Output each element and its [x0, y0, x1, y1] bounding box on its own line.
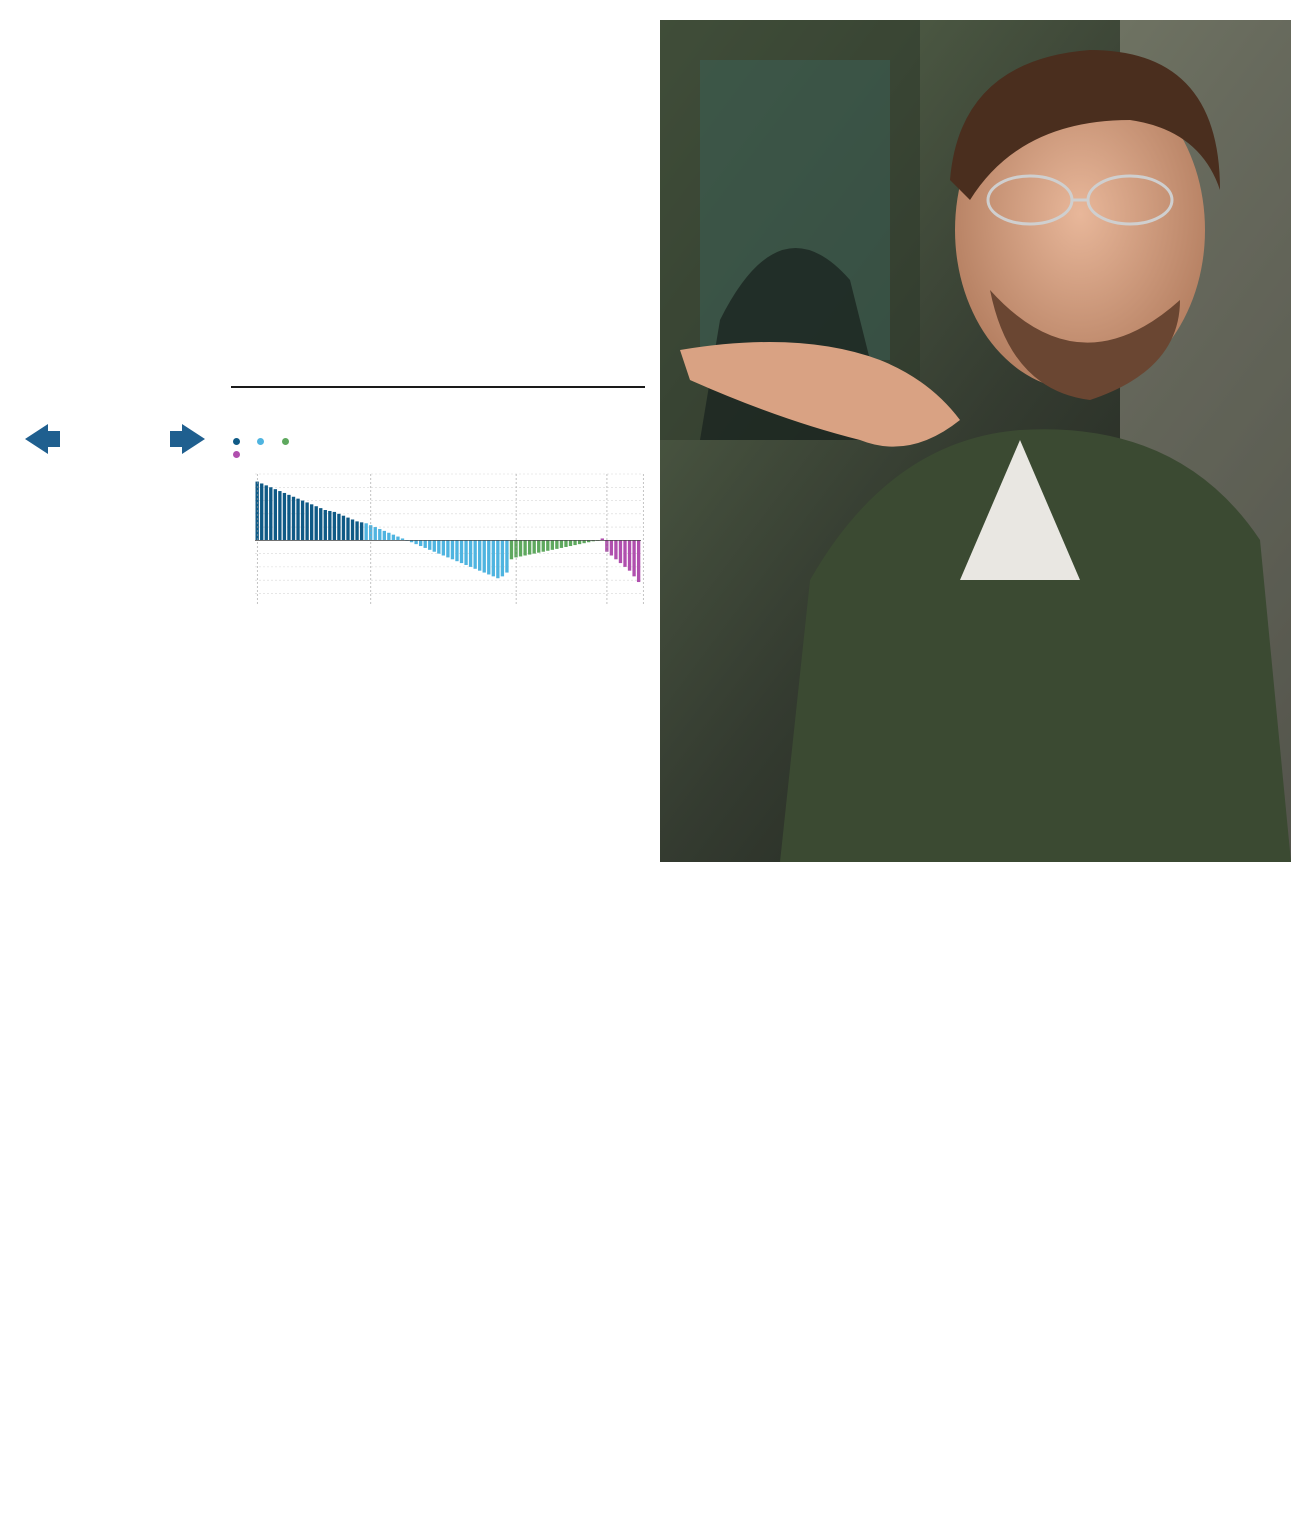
bar: [260, 483, 263, 540]
bar: [414, 540, 417, 544]
bar: [614, 540, 617, 559]
bar: [387, 533, 390, 541]
bar: [523, 540, 526, 555]
bar: [292, 497, 295, 541]
bar: [364, 523, 367, 540]
series-logo: [20, 394, 210, 456]
bar: [483, 540, 486, 572]
bar: [619, 540, 622, 563]
bar: [274, 489, 277, 540]
bar: [632, 540, 635, 576]
bar: [419, 540, 422, 546]
chart-plot: [231, 466, 645, 638]
bar: [392, 535, 395, 541]
bar: [551, 540, 554, 549]
bar: [305, 502, 308, 540]
bar: [546, 540, 549, 550]
bar: [555, 540, 558, 549]
chart: [231, 386, 645, 652]
double-arrow-icon: [20, 422, 210, 456]
bar: [269, 487, 272, 540]
bar: [528, 540, 531, 554]
bar: [301, 501, 304, 541]
bar: [578, 540, 581, 544]
bar: [455, 540, 458, 561]
bar: [446, 540, 449, 557]
bar: [623, 540, 626, 567]
bar: [437, 540, 440, 553]
legend-item: [233, 449, 243, 459]
bar: [296, 499, 299, 541]
bar: [460, 540, 463, 563]
bar: [315, 506, 318, 540]
chart-legend: [233, 435, 645, 461]
bar: [533, 540, 536, 553]
bar: [374, 527, 377, 540]
legend-item: [257, 436, 267, 446]
bar: [451, 540, 454, 559]
bar: [510, 540, 513, 559]
bar: [442, 540, 445, 555]
byline: [16, 470, 216, 472]
bar: [396, 537, 399, 541]
bar: [537, 540, 540, 552]
chart-rule: [231, 386, 645, 388]
bar: [610, 540, 613, 555]
photo: [660, 20, 1291, 862]
bar: [519, 540, 522, 556]
bar: [342, 516, 345, 541]
bar: [628, 540, 631, 570]
bar: [346, 518, 349, 541]
bar: [469, 540, 472, 567]
bar: [505, 540, 508, 572]
bar: [501, 540, 504, 576]
bar: [496, 540, 499, 578]
bar: [637, 540, 640, 582]
bar: [287, 495, 290, 540]
bar: [283, 493, 286, 540]
bar: [328, 511, 331, 540]
bar: [492, 540, 495, 576]
bar: [383, 531, 386, 540]
bar: [560, 540, 563, 548]
bar: [464, 540, 467, 565]
bar: [324, 510, 327, 540]
bar: [310, 504, 313, 540]
bar: [378, 529, 381, 540]
bar: [337, 514, 340, 541]
bar: [582, 540, 585, 543]
legend-item: [282, 436, 292, 446]
bar: [487, 540, 490, 574]
bar: [265, 485, 268, 540]
bar: [278, 491, 281, 540]
bar: [319, 508, 322, 540]
bar: [573, 540, 576, 545]
bar: [564, 540, 567, 547]
bar: [433, 540, 436, 551]
bar: [360, 522, 363, 540]
bar: [333, 512, 336, 540]
bar: [351, 519, 354, 540]
bar: [569, 540, 572, 546]
bar: [542, 540, 545, 551]
bar: [355, 521, 358, 540]
pull-quote: [446, 1360, 644, 1363]
bar: [428, 540, 431, 549]
bar: [424, 540, 427, 548]
bar: [478, 540, 481, 570]
legend-item: [233, 436, 243, 446]
bar: [473, 540, 476, 568]
portrait-illustration: [660, 20, 1291, 862]
